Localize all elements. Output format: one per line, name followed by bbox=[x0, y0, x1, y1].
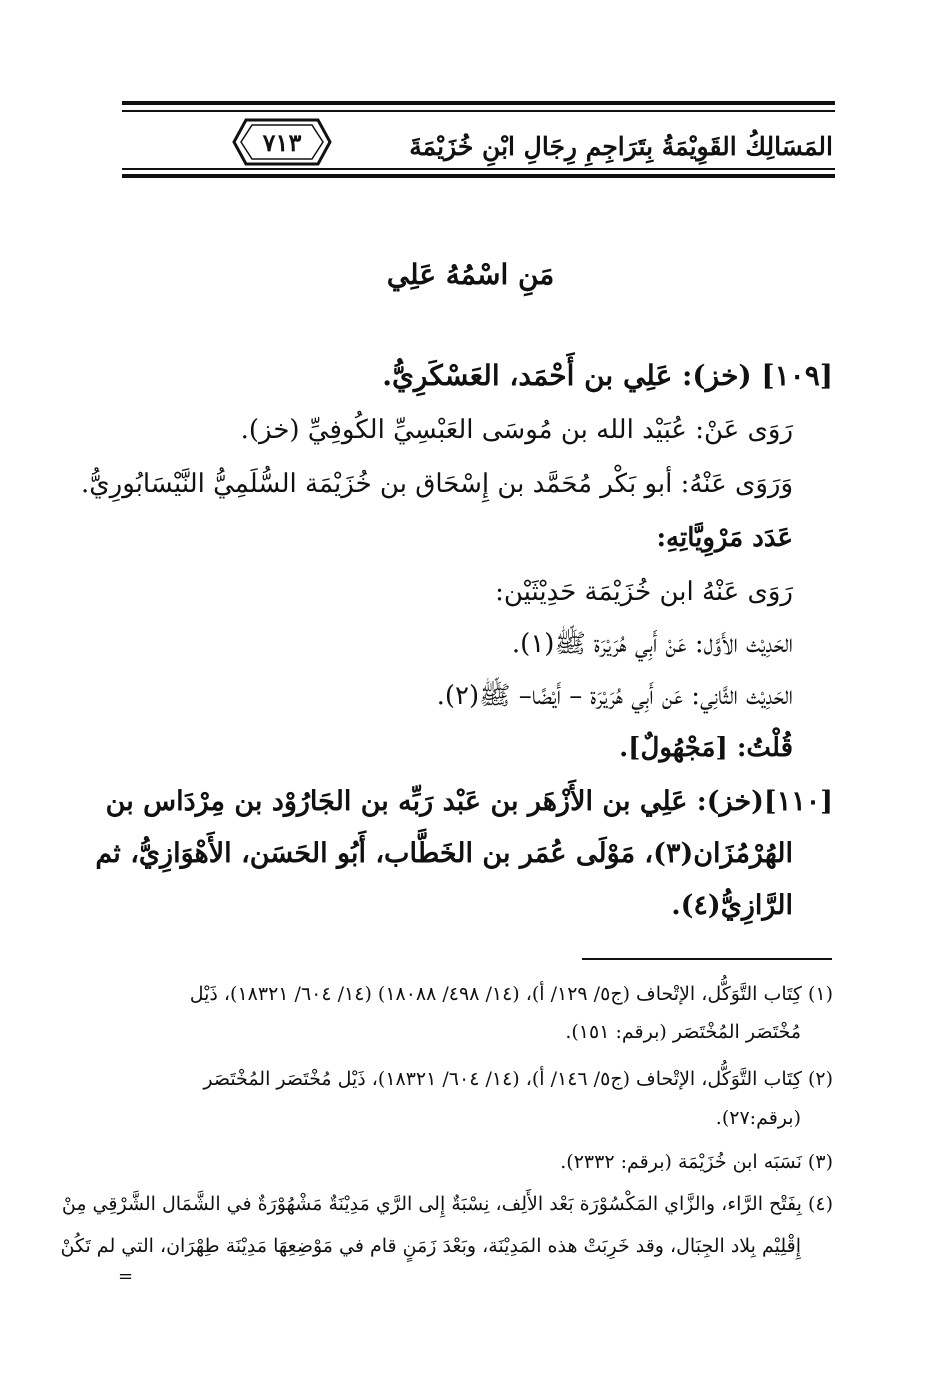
entry-109-heading: [١٠٩] (خز): عَلِي بن أَحْمَد، العَسْكَرِيُّ. bbox=[382, 359, 833, 392]
page-number: ٧١٣ bbox=[262, 128, 302, 157]
footnote-3: (٣) نَسَبَه ابن خُزَيْمَة (برقم: ٢٣٣٢). bbox=[560, 1151, 833, 1173]
header-rule-top-thick bbox=[122, 101, 835, 105]
entry-109-count-heading: عَدَد مَرْوِيَّاتِهِ: bbox=[656, 523, 793, 553]
entry-109-narrated-from: رَوَى عَنْ: عُبَيْد الله بن مُوسَى العَبْسِيِّ الكُوفِيِّ (خز). bbox=[240, 415, 793, 445]
entry-109-narrated-by: وَرَوَى عَنْهُ: أبو بَكْر مُحَمَّد بن إِسْحَاق بن خُزَيْمَة السُّلَمِيُّ النَّيْسَابُورِيُّ. bbox=[81, 469, 793, 499]
footnote-separator bbox=[582, 958, 832, 960]
header-rule-bottom-thick bbox=[122, 174, 835, 178]
entry-109-two-hadiths: رَوَى عَنْهُ ابن خُزَيْمَة حَدِيْثَيْن: bbox=[495, 577, 793, 607]
running-title: المَسَالِكُ القَوِيْمَةُ بِتَرَاجِمِ رِجَالِ ابْنِ خُزَيْمَةَ bbox=[409, 132, 833, 161]
page-number-badge bbox=[232, 116, 332, 168]
section-title: مَنِ اسْمُهُ عَلِي bbox=[386, 258, 555, 291]
header-rule-bottom-thin bbox=[122, 168, 835, 170]
footnote-2-line-1: (٢) كِتَاب التَّوَكُّل، الإتْحاف (ج٥/ ١٤٦/ أ)، (١٤/ ٦٠٤/ ١٨٣٢١)، ذَيْل مُخْتَصَر المُخْتَصَر bbox=[203, 1068, 833, 1090]
entry-109-verdict: قُلْتُ: [مَجْهُولٌ]. bbox=[619, 733, 793, 763]
footnote-2-line-2: (برقم:٢٧). bbox=[715, 1107, 801, 1129]
entry-110-line-1: [١١٠](خز): عَلِي بن الأَزْهَر بن عَبْد رَبِّه بن الجَارُوْد بن مِرْدَاس بن bbox=[105, 786, 833, 817]
header-rule-top-thin bbox=[122, 110, 835, 112]
entry-110-line-3: الرَّازِيُّ(٤). bbox=[671, 890, 793, 921]
continuation-mark: = bbox=[118, 1266, 134, 1287]
footnote-1-line-1: (١) كِتَاب التَّوَكُّل، الإتْحاف (ج٥/ ١٢٩/ أ)، (١٤/ ٤٩٨/ ١٨٠٨٨) (١٤/ ٦٠٤/ ١٨٣٢١)، ذَيْل bbox=[189, 983, 833, 1005]
footnote-1-line-2: مُخْتَصَر المُخْتَصَر (برقم: ١٥١). bbox=[565, 1021, 801, 1043]
entry-109-hadith-2: الحَدِيْث الثَّانِي: عَن أَبِي هُرَيْرَة – أَيْضًا– ﷺ(٢). bbox=[436, 681, 793, 711]
entry-109-hadith-1: الحَدِيْث الأَوَّل: عَنْ أَبِي هُرَيْرَة ﷺ(١). bbox=[511, 629, 793, 659]
entry-110-line-2: الهُرْمُزَان(٣)، مَوْلَى عُمَر بن الخَطَّاب، أَبُو الحَسَن، الأَهْوَازِيُّ، ثم bbox=[95, 838, 793, 869]
footnote-4-line-2: إِقْلِيْم بِلاد الجِبَال، وقد خَرِبَتْ هذه المَدِيْنَة، وبَعْدَ زَمَنٍ قام في مَوْضِعِهَا مَدِيْنَة طِهْرَان، التي لم تَكُنْ bbox=[60, 1235, 801, 1257]
footnote-4-line-1: (٤) بِفَتْح الرَّاء، والزَّاي المَكْسُوْرَة بَعْد الأَلِف، نِسْبَةٌ إِلى الرَّي مَدِيْنَةٌ مَشْهُوْرَةٌ في الشَّمَال الشَّرْقِي مِنْ bbox=[61, 1193, 833, 1215]
